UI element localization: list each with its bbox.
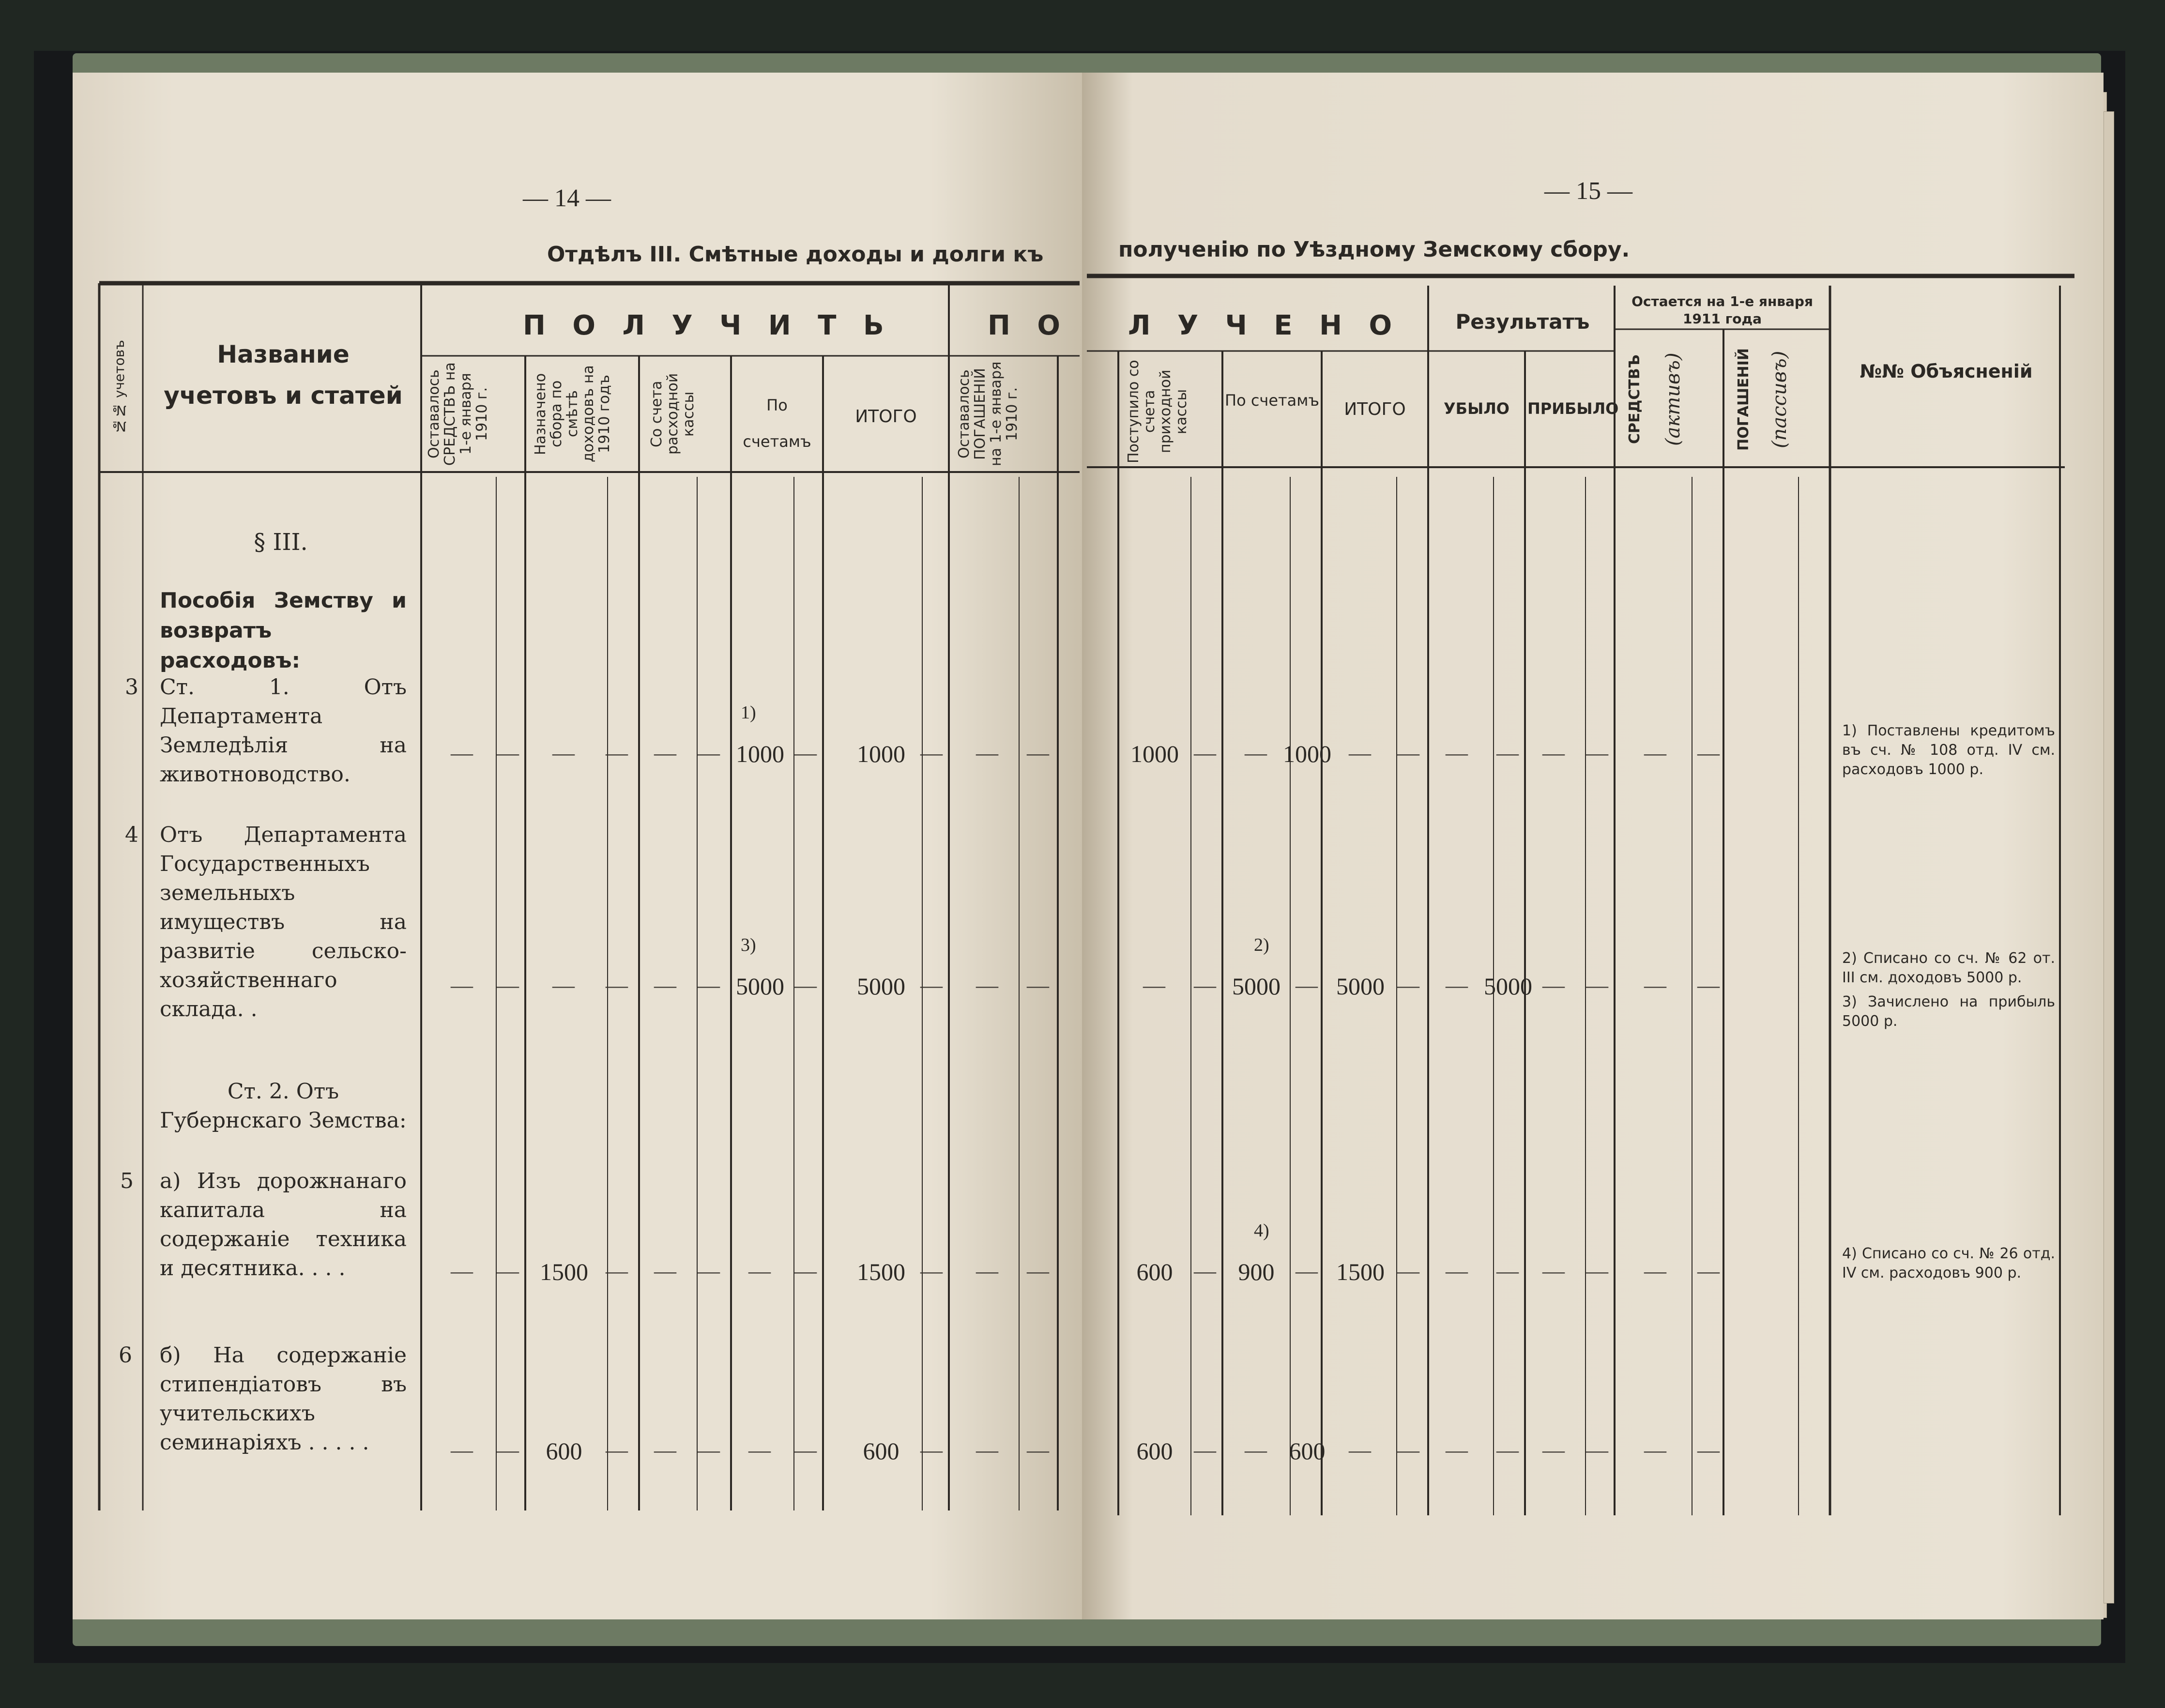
header-itogo-left: ИТОГО bbox=[855, 407, 917, 427]
left-cell: — bbox=[698, 973, 721, 997]
left-cell: — bbox=[654, 973, 677, 997]
header-row-number: №№ учетовъ bbox=[111, 340, 127, 435]
row-no-4: 4 bbox=[125, 823, 138, 847]
right-cell: — bbox=[1194, 973, 1217, 997]
right-cell: — bbox=[1697, 740, 1721, 765]
title-right: полученію по Уѣздному Земскому сбору. bbox=[1118, 237, 1630, 262]
left-cell: — bbox=[794, 740, 818, 765]
header-ostaetsya: Остается на 1-е января 1911 года bbox=[1631, 293, 1813, 327]
right-cell: 600 bbox=[1136, 1437, 1173, 1464]
left-cell: — bbox=[794, 1437, 818, 1462]
right-cell: — bbox=[1446, 973, 1469, 997]
right-cell: — bbox=[1644, 1258, 1667, 1283]
right-cell: — bbox=[1697, 973, 1721, 997]
header-name: Название учетовъ и статей bbox=[164, 340, 403, 410]
header-ubylo: УБЫЛО bbox=[1444, 399, 1509, 418]
right-cell: — bbox=[1496, 1437, 1520, 1462]
right-cell: — bbox=[1586, 973, 1609, 997]
left-cell: — bbox=[497, 1437, 520, 1462]
row-no-5: 5 bbox=[120, 1169, 134, 1193]
right-cell: — bbox=[1496, 740, 1520, 765]
left-cell: — bbox=[698, 740, 721, 765]
right-cell: 900 bbox=[1238, 1258, 1275, 1285]
right-cell: — bbox=[1397, 740, 1420, 765]
note-1: 1) Поставлены кредитомъ въ сч. № 108 отд. IV см. расходовъ 1000 р. bbox=[1842, 722, 2055, 778]
note-3: 3) Зачислено на прибыль 5000 р. bbox=[1842, 993, 2055, 1030]
right-cell: — bbox=[1496, 1258, 1520, 1283]
left-cell: — bbox=[976, 1258, 999, 1283]
left-cell: — bbox=[1027, 740, 1050, 765]
left-cell: — bbox=[654, 740, 677, 765]
right-cell: 1500 bbox=[1336, 1258, 1385, 1285]
header-aktiv: (активъ) bbox=[1662, 352, 1684, 446]
page-number-left: — 14 — bbox=[523, 184, 611, 212]
left-cell: — bbox=[654, 1437, 677, 1462]
left-cell: — bbox=[794, 973, 818, 997]
right-cell: — bbox=[1586, 740, 1609, 765]
left-cell: — bbox=[748, 1258, 772, 1283]
left-cell: — bbox=[497, 740, 520, 765]
left-cell: 1000 bbox=[857, 740, 905, 767]
right-cell: — bbox=[1143, 973, 1166, 997]
header-postupilo: Поступило со счета приходной кассы bbox=[1125, 360, 1190, 463]
right-cell: — bbox=[1397, 973, 1420, 997]
left-cell: — bbox=[1027, 1437, 1050, 1462]
row-text-3: Ст. 1. Отъ Департамента Земледѣлія на животноводство. bbox=[160, 675, 407, 787]
header-naznacheno: Назначено сбора по смѣтѣ доходовъ на 1910 годъ bbox=[532, 365, 613, 463]
header-pogashenii: ПОГАШЕНІЙ bbox=[1735, 348, 1752, 451]
left-cell: — bbox=[794, 1258, 818, 1283]
left-cell: — bbox=[451, 1258, 474, 1283]
section-st2: Ст. 2. Отъ Губернскаго Земства: bbox=[160, 1079, 407, 1133]
right-cell: 5000 bbox=[1484, 973, 1532, 1000]
right-cell: — bbox=[1349, 1437, 1372, 1462]
left-cell: 600 bbox=[863, 1437, 900, 1464]
left-cell: — bbox=[451, 740, 474, 765]
left-cell: — bbox=[976, 740, 999, 765]
right-cell: — bbox=[1397, 1437, 1420, 1462]
right-cell: 1000 bbox=[1130, 740, 1179, 767]
row-text-6: б) На содержаніе стипендіатовъ въ учительскихъ семинаріяхъ . . . . . bbox=[160, 1343, 407, 1455]
right-cell: 600 bbox=[1289, 1437, 1326, 1464]
header-lucheno: Л У Ч Е Н О bbox=[1128, 310, 1401, 341]
header-po-schetam: По счетамъ bbox=[743, 396, 811, 451]
header-passiv: (пассивъ) bbox=[1769, 351, 1791, 448]
header-itogo-right: ИТОГО bbox=[1344, 399, 1406, 419]
right-cell: — bbox=[1194, 1437, 1217, 1462]
row-no-3: 3 bbox=[125, 675, 138, 700]
right-cell: — bbox=[1446, 1437, 1469, 1462]
note-2: 2) Списано со сч. № 62 от. III см. доходовъ 5000 р. bbox=[1842, 950, 2055, 986]
header-po: П О bbox=[988, 310, 1069, 341]
header-obyasnenii: №№ Объясненій bbox=[1860, 361, 2033, 382]
left-cell: — bbox=[606, 973, 629, 997]
left-cell: — bbox=[920, 973, 944, 997]
right-cell: 1000 bbox=[1283, 740, 1331, 767]
right-cell: — bbox=[1542, 1437, 1566, 1462]
left-cell: 600 bbox=[546, 1437, 582, 1464]
right-cell: — bbox=[1644, 1437, 1667, 1462]
left-cell: — bbox=[654, 1258, 677, 1283]
left-cell: 1500 bbox=[540, 1258, 588, 1285]
footnote-marker-right: 2) bbox=[1254, 935, 1269, 955]
right-cell: — bbox=[1586, 1258, 1609, 1283]
right-cell: — bbox=[1697, 1437, 1721, 1462]
left-cell: — bbox=[1027, 1258, 1050, 1283]
left-cell: — bbox=[748, 1437, 772, 1462]
right-cell: — bbox=[1296, 1258, 1319, 1283]
title-left: Отдѣлъ III. Смѣтные доходы и долги къ bbox=[547, 242, 1044, 267]
right-cell: — bbox=[1245, 740, 1268, 765]
right-cell: — bbox=[1194, 1258, 1217, 1283]
header-poluchit: П О Л У Ч И Т Ь bbox=[523, 310, 893, 341]
row-text-5: а) Изъ дорожнанаго капитала на содержаніе техника и десятника. . . . bbox=[160, 1169, 407, 1281]
left-cell: 5000 bbox=[857, 973, 905, 1000]
right-cell: — bbox=[1697, 1258, 1721, 1283]
header-rezultat: Результатъ bbox=[1455, 310, 1590, 334]
right-cell: — bbox=[1245, 1437, 1268, 1462]
left-cell: — bbox=[552, 973, 576, 997]
left-cell: 1000 bbox=[736, 740, 784, 767]
header-ostavalos-sredstv: Оставалось СРЕДСТВЪ на 1-е января 1910 г. bbox=[426, 362, 490, 466]
left-cell: — bbox=[451, 1437, 474, 1462]
right-cell: — bbox=[1194, 740, 1217, 765]
left-cell: — bbox=[920, 740, 944, 765]
right-cell: — bbox=[1644, 740, 1667, 765]
right-cell: — bbox=[1397, 1258, 1420, 1283]
right-cell: — bbox=[1349, 740, 1372, 765]
left-cell: — bbox=[920, 1437, 944, 1462]
left-cell: — bbox=[698, 1258, 721, 1283]
footnote-marker-left: 1) bbox=[741, 702, 756, 723]
header-sredstv: СРЕДСТВЪ bbox=[1626, 354, 1643, 444]
left-cell: 1500 bbox=[857, 1258, 905, 1285]
right-cell: — bbox=[1542, 1258, 1566, 1283]
left-cell: — bbox=[606, 740, 629, 765]
header-ostavalos-pogashenii: Оставалось ПОГАШЕНІЙ на 1-е января 1910 г. bbox=[956, 361, 1021, 467]
row-text-4: Отъ Департамента Государственныхъ земельныхъ имуществъ на развитіе сельско-хозяйственнаго склада. . bbox=[160, 823, 407, 1022]
right-cell: — bbox=[1586, 1437, 1609, 1462]
footnote-marker-left: 3) bbox=[741, 935, 756, 955]
note-4: 4) Списано со сч. № 26 отд. IV см. расходовъ 900 р. bbox=[1842, 1245, 2055, 1281]
left-cell: — bbox=[976, 1437, 999, 1462]
left-cell: — bbox=[606, 1258, 629, 1283]
left-cell: — bbox=[497, 1258, 520, 1283]
left-cell: — bbox=[552, 740, 576, 765]
page-number-right: — 15 — bbox=[1544, 177, 1632, 205]
left-cell: — bbox=[497, 973, 520, 997]
right-cell: 5000 bbox=[1336, 973, 1385, 1000]
right-cell: 600 bbox=[1136, 1258, 1173, 1285]
right-cell: 5000 bbox=[1232, 973, 1281, 1000]
right-cell: — bbox=[1296, 973, 1319, 997]
left-cell: 5000 bbox=[736, 973, 784, 1000]
right-cell: — bbox=[1446, 740, 1469, 765]
right-cell: — bbox=[1446, 1258, 1469, 1283]
left-cell: — bbox=[920, 1258, 944, 1283]
right-cell: — bbox=[1542, 740, 1566, 765]
left-cell: — bbox=[451, 973, 474, 997]
left-cell: — bbox=[1027, 973, 1050, 997]
right-cell: — bbox=[1542, 973, 1566, 997]
section-title: Пособія Земству и возвратъ расходовъ: bbox=[160, 588, 407, 673]
left-cell: — bbox=[606, 1437, 629, 1462]
row-no-6: 6 bbox=[119, 1343, 132, 1368]
header-so-scheta: Со счета расходной кассы bbox=[648, 373, 697, 455]
header-po-schetam-right: По счетамъ bbox=[1225, 391, 1319, 410]
right-cell: — bbox=[1644, 973, 1667, 997]
section-mark: § III. bbox=[254, 529, 308, 556]
header-pribylo: ПРИБЫЛО bbox=[1527, 399, 1619, 418]
footnote-marker-right: 4) bbox=[1254, 1220, 1269, 1241]
left-cell: — bbox=[976, 973, 999, 997]
left-cell: — bbox=[698, 1437, 721, 1462]
